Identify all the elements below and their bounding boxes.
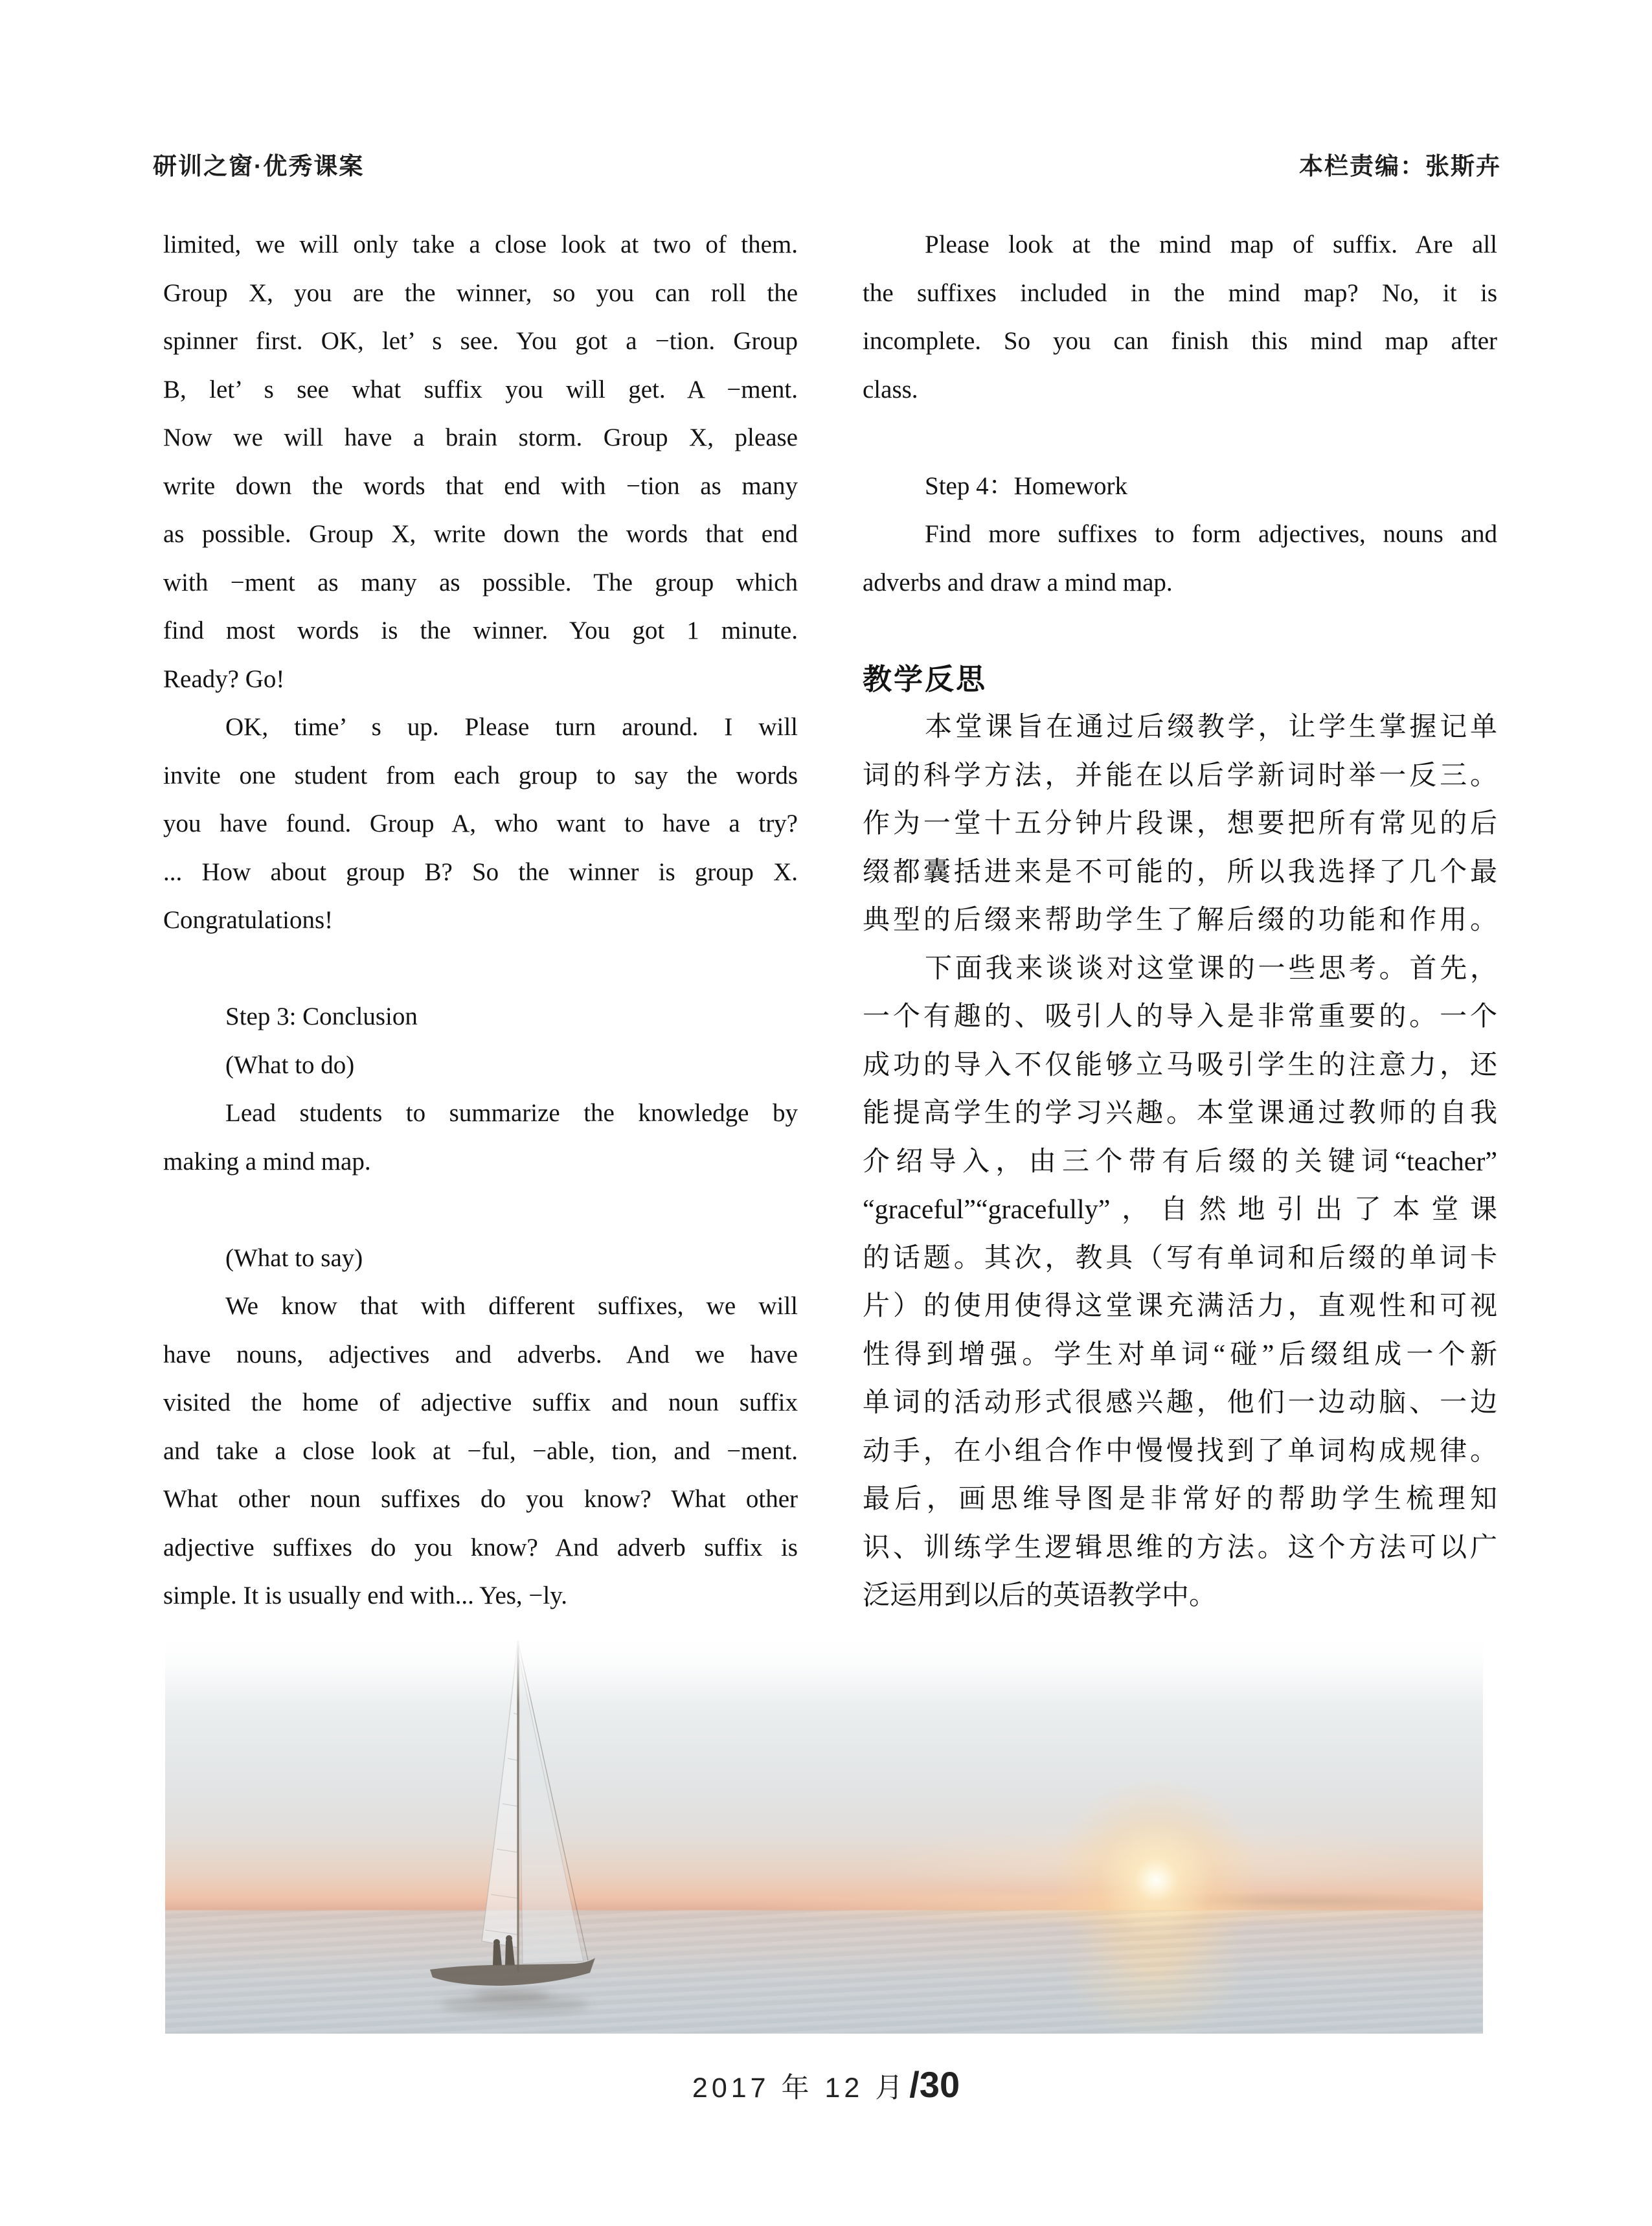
text-line: 的话题。其次，教具（写有单词和后缀的单词卡 [863, 1243, 1497, 1273]
text-line: (What to say) [225, 1244, 363, 1272]
blank-line [163, 1186, 798, 1234]
text-line: adjective suffixes do you know? And adverb suffix is [163, 1533, 798, 1562]
text-line: Ready? Go! [163, 664, 285, 693]
water-ripples [165, 1910, 1483, 2034]
text-line: 下面我来谈谈对这堂课的一些思考。首先， [925, 953, 1497, 984]
text-line: 片）的使用使得这堂课充满活力，直观性和可视 [863, 1291, 1497, 1321]
text-line: What other noun suffixes do you know? What other [163, 1485, 798, 1513]
text-line: We know that with different suffixes, we will [225, 1292, 798, 1320]
text-line: Congratulations! [163, 906, 334, 934]
text-line: class. [863, 375, 918, 403]
text-line: and take a close look at −ful, −able, tion, and −ment. [163, 1437, 798, 1465]
photo-top-fade [165, 1635, 1483, 2034]
text-line: (What to do) [225, 1051, 355, 1079]
text-line: have nouns, adjectives and adverbs. And we have [163, 1340, 798, 1369]
text-line: 本堂课旨在通过后缀教学，让学生掌握记单 [925, 712, 1497, 742]
text-line: 能提高学生的学习兴趣。本堂课通过教师的自我 [863, 1098, 1497, 1128]
blank-line [863, 607, 1497, 655]
text-line: 单词的活动形式很感兴趣，他们一边动脑、一边 [863, 1388, 1497, 1418]
text-column-right [863, 221, 1497, 1620]
text-line: with −ment as many as possible. The group which [163, 568, 798, 596]
text-line: visited the home of adjective suffix and noun suffix [163, 1389, 798, 1416]
text-line: ... How about group B? So the winner is group X. [163, 857, 798, 886]
text-line: simple. It is usually end with... Yes, −ly. [163, 1582, 567, 1609]
text-line: limited, we will only take a close look at two of them. [163, 231, 798, 258]
text-line: 最后，画思维导图是非常好的帮助学生梳理知 [863, 1484, 1497, 1514]
blank-line [163, 945, 798, 994]
text-line: “graceful”“gracefully”，自然地引出了本堂课 [863, 1195, 1497, 1225]
text-line: Step 4：Homework [925, 471, 1128, 500]
page-header [153, 146, 1501, 181]
page-footer [0, 2063, 1652, 2106]
text-line: 成功的导入不仅能够立马吸引学生的注意力，还 [863, 1050, 1497, 1080]
text-line: 泛运用到以后的英语教学中。 [863, 1581, 1217, 1611]
text-line: 一个有趣的、吸引人的导入是非常重要的。一个 [863, 1002, 1497, 1032]
jib-sail [519, 1656, 583, 1964]
text-line: spinner first. OK, let’ s see. You got a −tion. Group [163, 327, 798, 355]
text-line: as possible. Group X, write down the words that end [163, 520, 798, 548]
text-line: 动手，在小组合作中慢慢找到了单词构成规律。 [863, 1436, 1497, 1466]
text-line: Find more suffixes to form adjectives, nouns and [925, 520, 1497, 548]
text-column-left [163, 221, 798, 1620]
text-line: Group X, you are the winner, so you can roll the [163, 278, 798, 307]
blank-line [863, 414, 1497, 462]
page-number: /30 [909, 2064, 960, 2105]
column-title: 研训之窗·优秀课案 [153, 153, 365, 179]
text-line: 典型的后缀来帮助学生了解后缀的功能和作用。 [863, 905, 1497, 935]
text-line: write down the words that end with −tion as many [163, 471, 798, 500]
text-line: you have found. Group A, who want to have a try? [163, 810, 798, 837]
sunset-photo [165, 1635, 1483, 2034]
issue-date: 2017 年 12 月 [692, 2073, 907, 2104]
text-line: 识、训练学生逻辑思维的方法。这个方法可以广 [863, 1532, 1497, 1563]
text-line: Step 3: Conclusion [225, 1003, 418, 1030]
text-line: Lead students to summarize the knowledge by [225, 1099, 798, 1127]
text-line: 作为一堂十五分钟片段课，想要把所有常见的后 [863, 809, 1497, 839]
text-line: invite one student from each group to say the words [163, 761, 798, 789]
text-line: incomplete. So you can finish this mind map after [863, 327, 1497, 355]
text-line: Please look at the mind map of suffix. Are all [925, 231, 1497, 258]
text-line: the suffixes included in the mind map? No, it is [863, 278, 1497, 307]
mainsail [482, 1642, 517, 1948]
editor-credit: 本栏责编：张斯卉 [1299, 153, 1501, 179]
text-line: 介绍导入，由三个带有后缀的关键词“teacher” [863, 1146, 1497, 1177]
text-line: B, let’ s see what suffix you will get. A −ment. [163, 375, 798, 403]
text-line: 缀都囊括进来是不可能的，所以我选择了几个最 [863, 857, 1497, 887]
text-line: 性得到增强。学生对单词“碰”后缀组成一个新 [863, 1339, 1497, 1370]
text-line: 词的科学方法，并能在以后学新词时举一反三。 [863, 760, 1497, 791]
text-line: making a mind map. [163, 1147, 371, 1175]
sailboat-silhouette [421, 1635, 615, 2034]
section-title: 教学反思 [863, 662, 988, 696]
text-line: Now we will have a brain storm. Group X, please [163, 424, 798, 451]
text-line: OK, time’ s up. Please turn around. I will [225, 713, 798, 741]
text-line: find most words is the winner. You got 1 minute. [163, 617, 798, 644]
text-line: adverbs and draw a mind map. [863, 568, 1173, 596]
